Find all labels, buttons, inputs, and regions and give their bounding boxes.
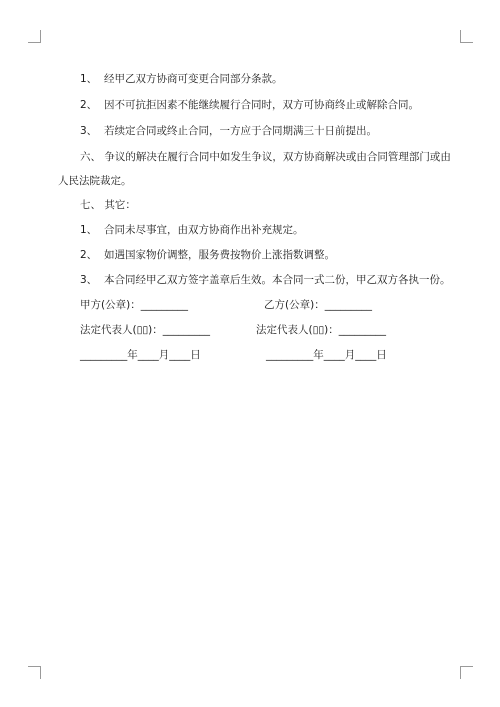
item-number: 2、: [80, 249, 98, 261]
section-7-item-2: [80, 248, 335, 262]
item-number: 3、: [80, 274, 98, 286]
party-a-seal: 甲方(公章)：_________: [80, 299, 188, 311]
item-number: 1、: [80, 224, 98, 236]
party-a-representative: 法定代表人(▯▯)：_________: [80, 324, 210, 336]
item-text: 如遇国家物价调整，服务费按物价上涨指数调整。: [104, 249, 335, 261]
clause-2: [80, 98, 419, 112]
clause-number: 2、: [80, 99, 98, 111]
section-6-line-2: 人民法院裁定。: [58, 175, 132, 187]
crop-mark-bottom-right: [460, 666, 473, 679]
crop-mark-top-right: [460, 30, 473, 43]
item-text: 本合同经甲乙双方签字盖章后生效。本合同一式二份，甲乙双方各执一份。: [104, 274, 451, 286]
clause-text: 因不可抗拒因素不能继续履行合同时，双方可协商终止或解除合同。: [104, 99, 419, 111]
section-6-line-1: 六、 争议的解决在履行合同中如发生争议，双方协商解决或由合同管理部门或由: [80, 151, 451, 163]
section-7-item-3: [80, 273, 451, 287]
clause-3: [80, 124, 377, 138]
party-a-date: _________年____月____日: [80, 349, 201, 361]
section-7-heading: 七、 其它：: [80, 199, 136, 211]
clause-number: 1、: [80, 73, 98, 85]
party-b-date: _________年____月____日: [266, 349, 387, 361]
crop-mark-bottom-left: [28, 666, 41, 679]
party-b-representative: 法定代表人(▯▯)：_________: [256, 324, 386, 336]
clause-text: 经甲乙双方协商可变更合同部分条款。: [104, 73, 283, 85]
clause-text: 若续定合同或终止合同，一方应于合同期满三十日前提出。: [104, 125, 377, 137]
party-b-seal: 乙方(公章)：_________: [264, 299, 372, 311]
clause-number: 3、: [80, 125, 98, 137]
crop-mark-top-left: [28, 30, 41, 43]
section-7-item-1: [80, 223, 304, 237]
clause-1: [80, 72, 283, 86]
item-text: 合同未尽事宜，由双方协商作出补充规定。: [104, 224, 304, 236]
